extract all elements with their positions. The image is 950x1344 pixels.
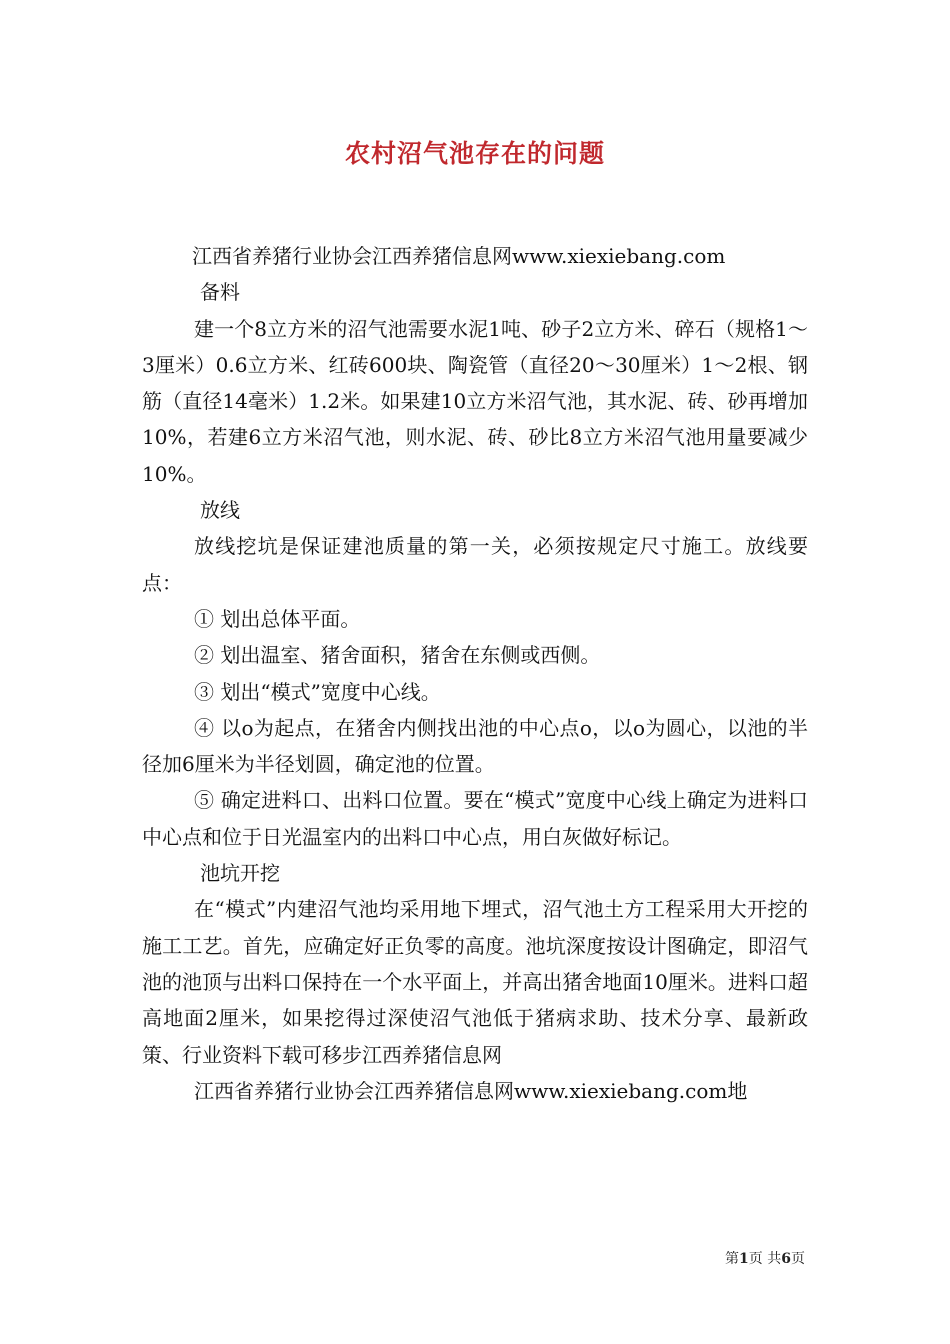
document-title: 农村沼气池存在的问题 [344, 139, 605, 168]
paragraph-materials: 建一个8立方米的沼气池需要水泥1吨、砂子2立方米、碎石（规格1～3厘米）0.6立方米、红砖600块、陶瓷管（直径20～30厘米）1～2根、钢筋（直径14毫米）1.2米。如果建10立方米沼气池，其水泥、砖、砂再增加10%，若建6立方米沼气池，则水泥、砖、砂比8立方米沼气池用量要减少10%。 [142, 316, 808, 486]
list-item-3: ③ 划出“模式”宽度中心线。 [194, 679, 441, 704]
footer-middle: 页 共 [748, 1251, 782, 1267]
document-body [142, 238, 808, 1109]
footer-suffix: 页 [791, 1251, 805, 1267]
footer-total-pages: 6 [781, 1251, 791, 1267]
footer-page-number: 1 [739, 1251, 749, 1267]
section-heading-layout: 放线 [200, 498, 240, 523]
list-item-4: ④ 以o为起点，在猪舍内侧找出池的中心点o，以o为圆心，以池的半径加6厘米为半径划圆，确定池的位置。 [142, 715, 808, 777]
footer-prefix: 第 [725, 1251, 740, 1267]
list-item-5: ⑤ 确定进料口、出料口位置。要在“模式”宽度中心线上确定为进料口中心点和位于日光温室内的出料口中心点，用白灰做好标记。 [142, 788, 808, 849]
page-footer [725, 1248, 805, 1268]
list-item-1: ① 划出总体平面。 [194, 606, 361, 631]
section-heading-materials: 备料 [200, 280, 240, 305]
source-line: 江西省养猪行业协会江西养猪信息网www.xiexiebang.com [192, 244, 726, 268]
paragraph-excavation: 在“模式”内建沼气池均采用地下埋式，沼气池土方工程采用大开挖的施工工艺。首先，应确定好正负零的高度。池坑深度按设计图确定，即沼气池的池顶与出料口保持在一个水平面上，并高出猪舍地面10厘米。进料口超高地面2厘米，如果挖得过深使沼气池低于猪病求助、技术分享、最新政策、行业资料下载可移步江西养猪信息网 [142, 897, 808, 1067]
section-heading-excavation: 池坑开挖 [200, 861, 280, 886]
source-line-bottom: 江西省养猪行业协会江西养猪信息网www.xiexiebang.com地 [194, 1078, 748, 1103]
paragraph-layout-intro: 放线挖坑是保证建池质量的第一关，必须按规定尺寸施工。放线要点： [142, 534, 808, 595]
list-item-2: ② 划出温室、猪舍面积，猪舍在东侧或西侧。 [194, 643, 601, 668]
